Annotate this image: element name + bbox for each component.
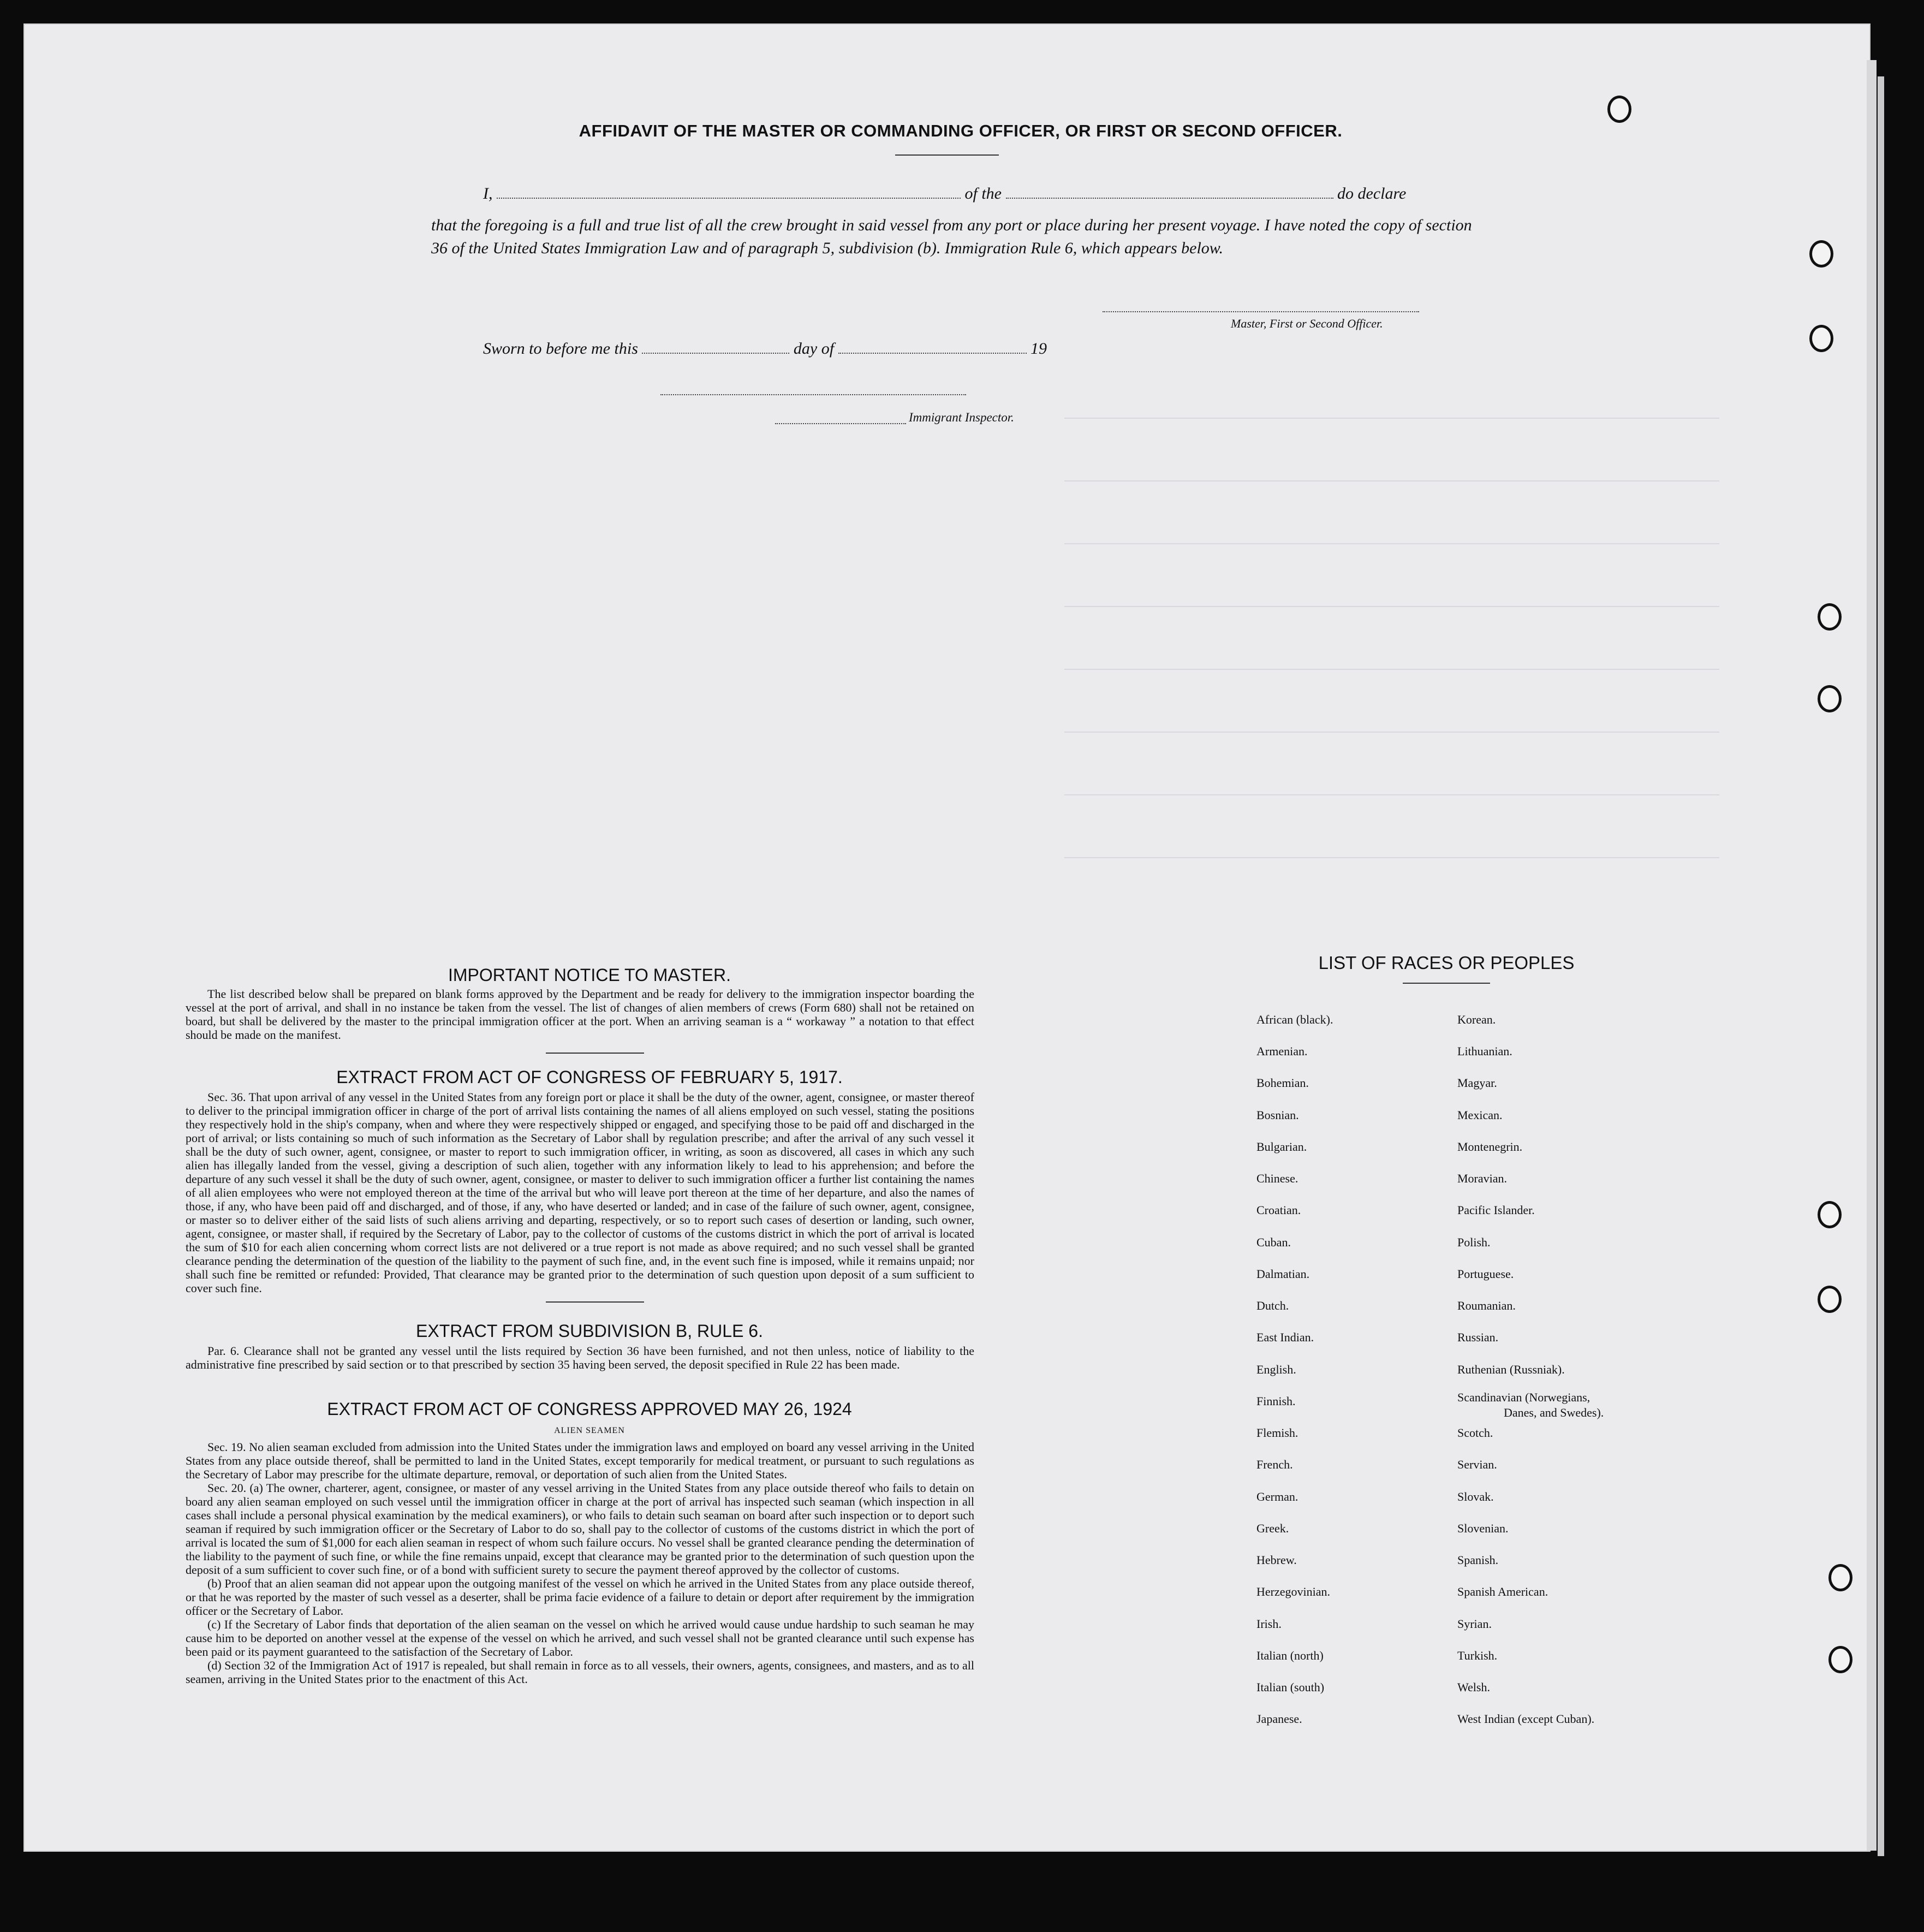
notice-body: The list described below shall be prepared on blank forms approved by the Department and be ready for delivery to the immigration inspector boarding the vessel at the port of arrival, and shall in no instance be taken from the vessel. The list of changes of alien members of crews (Form 680) shall not be retained on board, but shall be delivered by the master to the principal immigration officer at the port. When an arriving seaman is a “ workaway ” a notation to that effect should be made on the manifest. <box>186 987 974 1042</box>
extract-1924-title: EXTRACT FROM ACT OF CONGRESS APPROVED MAY 26, 1924 <box>327 1399 852 1419</box>
inspector-signature-line[interactable] <box>660 394 966 395</box>
extract-1924-body <box>186 1440 974 1686</box>
affidavit-body: that the foregoing is a full and true list of all the crew brought in said vessel from any port or place during her present voyage. I have noted the copy of section 36 of the United States Immigration Law and of paragraph 5, subdivision (b). Immigration Rule 6, which appears below. <box>431 216 1472 257</box>
inspector-label: Immigrant Inspector. <box>909 411 1014 424</box>
sworn-day-label: day of <box>793 340 835 358</box>
races-title-underline <box>1403 983 1490 984</box>
race-item: Pacific Islander. <box>1457 1203 1535 1217</box>
declaration-i: I, <box>483 185 493 203</box>
race-item: Servian. <box>1457 1458 1497 1471</box>
race-item: Bulgarian. <box>1256 1140 1307 1154</box>
race-item: Irish. <box>1256 1617 1282 1631</box>
race-item: Mexican. <box>1457 1108 1503 1122</box>
sworn-month-field[interactable] <box>838 353 1027 354</box>
race-item-continuation: Danes, and Swedes). <box>1504 1406 1604 1419</box>
section-divider <box>546 1301 644 1303</box>
race-item: English. <box>1256 1363 1296 1376</box>
race-item: Slovenian. <box>1457 1521 1509 1535</box>
races-title: LIST OF RACES OR PEOPLES <box>1318 953 1575 973</box>
race-item: Scotch. <box>1457 1426 1493 1440</box>
binder-hole-icon <box>1818 1286 1842 1313</box>
sworn-line <box>483 340 1047 358</box>
extract-1924-paragraph: Sec. 20. (a) The owner, charterer, agent, consignee, or master of any vessel arriving in the United States from any place outside thereof who fails to detain on board any alien seaman employed on such vessel until the immigration officer in charge at the port of arrival has inspected such seaman (which inspection in all cases shall include a personal physical examination by the medical examiners), or who fails to detain such seaman on board after such inspection or to deport such seaman if required by such immigration officer or the Secretary of Labor to do so, shall pay to the collector of customs of the customs district in which the port of arrival is located the sum of $1,000 for each alien seaman in respect of whom such failure occurs. No vessel shall be granted clearance pending the determination of the liability to the payment of such fine, or while the fine remains unpaid, except that clearance may be granted prior to the determination of such question upon the deposit of a sum sufficient to cover such fine, or of a bond with sufficient surety to secure the payment thereof approved by the collector of customs. <box>186 1481 974 1577</box>
race-item: Roumanian. <box>1457 1299 1516 1312</box>
extract-1917-body: Sec. 36. That upon arrival of any vessel in the United States from any foreign port or place it shall be the duty of the owner, agent, consignee, or master thereof to deliver to the principal immigration officer in charge of the port of arrival lists containing the names of all aliens employed on such vessel, stating the positions they respectively hold in the ship's company, when and where they were respectively shipped or engaged, and specifying those to be paid off and discharged in the port of arrival; or lists containing so much of such information as the Secretary of Labor shall by regulation prescribe; and after the arrival of any such vessel it shall be the duty of such owner, agent, consignee, or master to report to such immigration officer, in writing, as soon as discovered, all cases in which any such alien has illegally landed from the vessel, giving a description of such alien, together with any information likely to lead to his apprehension; and before the departure of any such vessel it shall be the duty of such owner, agent, consignee, or master to deliver to such immigration officer a further list containing the names of all alien employees who were not employed thereon at the time of the arrival but who will leave port thereon at the time of her departure, and also the names of those, if any, who have been paid off and discharged, and of those, if any, who have deserted or landed; and in case of the failure of such owner, agent, consignee, or master so to deliver either of the said lists of such aliens arriving and departing, respectively, or so to report such cases of desertion or landing, such owner, agent, consignee, or master shall, if required by the Secretary of Labor, pay to the collector of customs of the customs district in which the port of arrival is located the sum of $10 for each alien concerning whom correct lists are not delivered or a true report is not made as above required; and no such vessel shall be granted clearance pending the determination of the question of the liability to the payment of such fine, and, in the event such fine is imposed, while it remains unpaid; nor shall such fine be remitted or refunded: Provided, That clearance may be granted prior to the determination of such question upon deposit of a sum sufficient to cover such fine. <box>186 1090 974 1295</box>
signature-label: Master, First or Second Officer. <box>1231 317 1383 330</box>
binder-hole-icon <box>1809 240 1833 267</box>
extract-1924-paragraph: (d) Section 32 of the Immigration Act of 1917 is repealed, but shall remain in force as to all vessels, their owners, agents, consignees, and masters, and as to all seamen, arriving in the United States prior to the enactment of this Act. <box>186 1658 974 1686</box>
race-item: Dutch. <box>1256 1299 1289 1312</box>
race-item: Italian (south) <box>1256 1680 1325 1694</box>
race-item: Japanese. <box>1256 1712 1302 1726</box>
race-item: Flemish. <box>1256 1426 1298 1440</box>
extract-1924-paragraph: (c) If the Secretary of Labor finds that deportation of the alien seaman on the vessel on which he arrived would cause undue hardship to such seaman he may cause him to be deported on another vessel at the expense of the vessel on which he arrived, and such vessel shall not be granted clearance until such expense has been paid or its payment guaranteed to the satisfaction of the Secretary of Labor. <box>186 1618 974 1658</box>
race-item: French. <box>1256 1458 1293 1471</box>
affidavit-declaration-line <box>483 185 1493 203</box>
vessel-field[interactable] <box>1006 198 1333 199</box>
binder-hole-icon <box>1809 325 1833 352</box>
race-item: Syrian. <box>1457 1617 1492 1631</box>
binder-hole-icon <box>1828 1564 1852 1591</box>
sworn-prefix: Sworn to before me this <box>483 340 638 358</box>
race-item: Korean. <box>1457 1013 1496 1026</box>
race-item: Bosnian. <box>1256 1108 1299 1122</box>
race-item: Cuban. <box>1256 1235 1291 1249</box>
race-item: Polish. <box>1457 1235 1491 1249</box>
race-item: Scandinavian (Norwegians, <box>1457 1390 1591 1404</box>
race-item: Spanish American. <box>1457 1585 1548 1598</box>
binder-hole-icon <box>1818 685 1842 712</box>
name-field[interactable] <box>497 198 961 199</box>
binder-hole-icon <box>1828 1646 1852 1673</box>
race-item: Greek. <box>1256 1521 1289 1535</box>
race-item: Turkish. <box>1457 1649 1498 1662</box>
extract-rule6-title: EXTRACT FROM SUBDIVISION B, RULE 6. <box>416 1321 763 1341</box>
declaration-of: of the <box>964 185 1002 203</box>
declaration-declare: do declare <box>1337 185 1407 203</box>
inspector-dotted-line <box>775 423 906 424</box>
signature-line[interactable] <box>1103 311 1419 312</box>
binder-hole-icon <box>1818 1201 1842 1228</box>
race-item: Croatian. <box>1256 1203 1301 1217</box>
race-item: Spanish. <box>1457 1553 1499 1567</box>
race-item: Portuguese. <box>1457 1267 1514 1281</box>
race-item: Chinese. <box>1256 1172 1298 1185</box>
race-item: African (black). <box>1256 1013 1333 1026</box>
sworn-year: 19 <box>1030 340 1047 358</box>
sworn-day-field[interactable] <box>642 353 789 354</box>
race-item: Armenian. <box>1256 1044 1308 1058</box>
race-item: Slovak. <box>1457 1490 1494 1503</box>
affidavit-title: AFFIDAVIT OF THE MASTER OR COMMANDING OFFICER, OR FIRST OR SECOND OFFICER. <box>579 121 1343 140</box>
extract-1924-paragraph: (b) Proof that an alien seaman did not appear upon the outgoing manifest of the vessel on which he arrived in the United States from any place outside thereof, or that he was reported by the master of such vessel as a deserter, shall be prima facie evidence of a failure to detain or deport after requirement by the immigration officer or the Secretary of Labor. <box>186 1577 974 1618</box>
race-item: Magyar. <box>1457 1076 1497 1090</box>
race-item: Moravian. <box>1457 1172 1508 1185</box>
race-item: Montenegrin. <box>1457 1140 1523 1154</box>
binder-hole-icon <box>1818 603 1842 631</box>
title-underline <box>895 154 999 156</box>
notice-title: IMPORTANT NOTICE TO MASTER. <box>448 965 731 985</box>
section-divider <box>546 1053 644 1054</box>
extract-rule6-body: Par. 6. Clearance shall not be granted any vessel until the lists required by Section 36 have been furnished, and not then unless, notice of liability to the administrative fine prescribed by said section or to that prescribed by section 35 having been served, the deposit specified in Rule 22 has been made. <box>186 1344 974 1371</box>
race-item: East Indian. <box>1256 1330 1314 1344</box>
page-edge <box>1878 76 1884 1856</box>
race-item: Lithuanian. <box>1457 1044 1512 1058</box>
race-item: Ruthenian (Russniak). <box>1457 1363 1565 1376</box>
race-item: Italian (north) <box>1256 1649 1324 1662</box>
race-item: West Indian (except Cuban). <box>1457 1712 1595 1726</box>
race-item: Welsh. <box>1457 1680 1490 1694</box>
race-item: Russian. <box>1457 1330 1499 1344</box>
race-item: Finnish. <box>1256 1394 1296 1408</box>
extract-1924-subtitle: ALIEN SEAMEN <box>554 1426 625 1435</box>
race-item: Hebrew. <box>1256 1553 1297 1567</box>
extract-1917-title: EXTRACT FROM ACT OF CONGRESS OF FEBRUARY 5, 1917. <box>336 1067 843 1087</box>
race-item: Bohemian. <box>1256 1076 1309 1090</box>
extract-1924-paragraph: Sec. 19. No alien seaman excluded from admission into the United States under the immigration laws and employed on board any vessel arriving in the United States from any place outside thereof, shall be permitted to land in the United States, except temporarily for medical treatment, or pursuant to such regulations as the Secretary of Labor may prescribe for the ultimate departure, removal, or deportation of such alien from the United States. <box>186 1440 974 1481</box>
race-item: Dalmatian. <box>1256 1267 1310 1281</box>
race-item: Herzegovinian. <box>1256 1585 1330 1598</box>
race-item: German. <box>1256 1490 1298 1503</box>
page-edge <box>1867 60 1877 1851</box>
binder-hole-icon <box>1607 96 1631 123</box>
